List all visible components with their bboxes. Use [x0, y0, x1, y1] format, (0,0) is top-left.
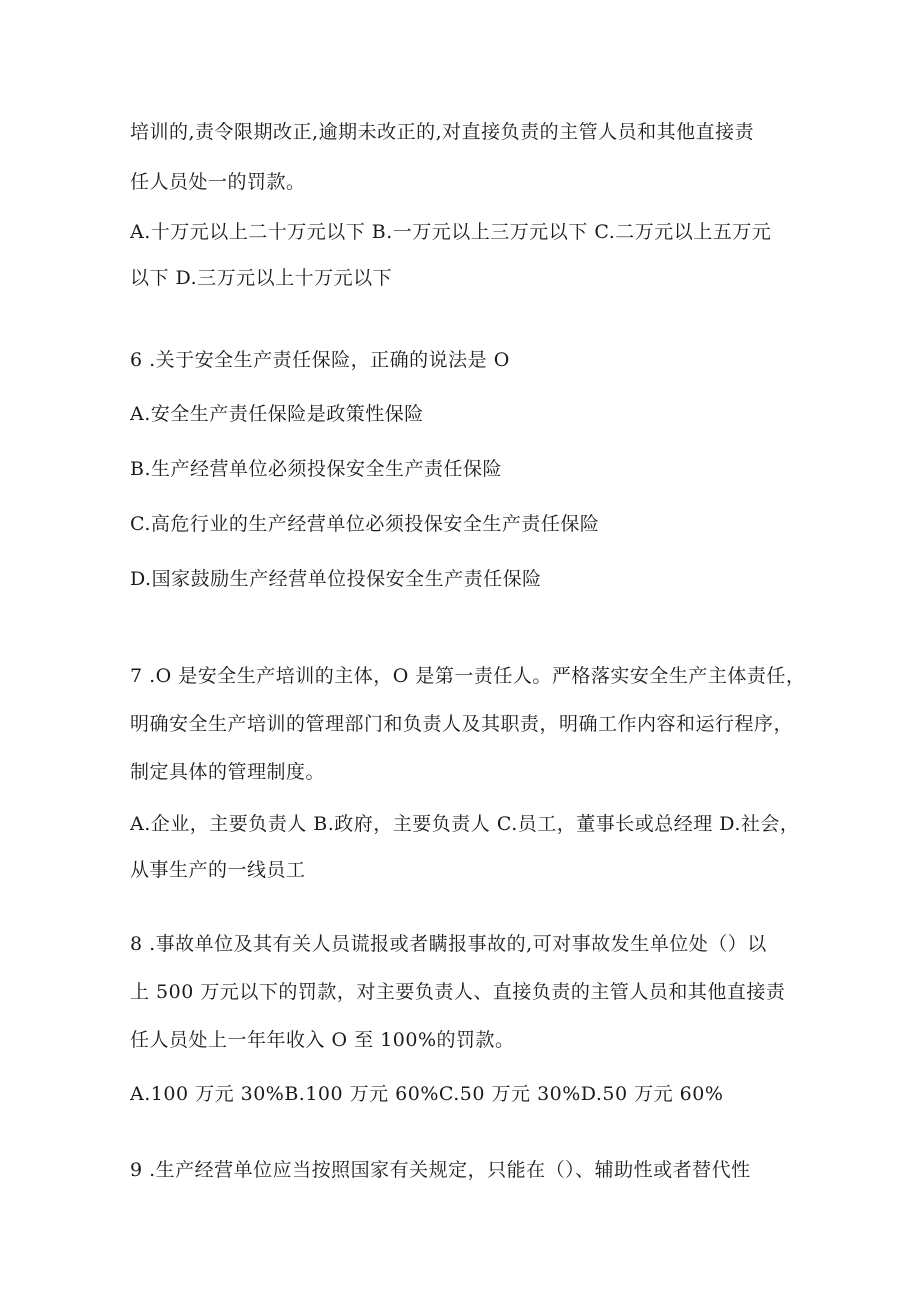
question-line: 9 .生产经营单位应当按照国家有关规定，只能在（）、辅助性或者替代性	[130, 1159, 751, 1181]
option-line: A.企业，主要负责人 B.政府，主要负责人 C.员工，董事长或总经理 D.社会，	[130, 813, 800, 835]
text-line: 以下 D.三万元以上十万元以下	[130, 267, 393, 289]
text-line: 任人员处一的罚款。	[130, 171, 306, 193]
option-line: D.国家鼓励生产经营单位投保安全生产责任保险	[130, 568, 542, 590]
text-line: 培训的,责令限期改正,逾期未改正的,对直接负责的主管人员和其他直接责	[130, 121, 755, 143]
text-line: A.十万元以上二十万元以下 B.一万元以上三万元以下 C.二万元以上五万元	[130, 221, 772, 243]
option-line: C.高危行业的生产经营单位必须投保安全生产责任保险	[130, 513, 600, 535]
option-line: B.生产经营单位必须投保安全生产责任保险	[130, 458, 503, 480]
question-line: 7 .O 是安全生产培训的主体，O 是第一责任人。严格落实安全生产主体责任，	[130, 665, 806, 687]
text-line: 任人员处上一年年收入 O 至 100%的罚款。	[130, 1029, 515, 1051]
option-line: A.100 万元 30%B.100 万元 60%C.50 万元 30%D.50 万元 60%	[130, 1083, 724, 1105]
option-line: 从事生产的一线员工	[130, 859, 306, 881]
question-line: 8 .事故单位及其有关人员谎报或者瞒报事故的,可对事故发生单位处（）以	[130, 933, 767, 955]
text-line: 明确安全生产培训的管理部门和负责人及其职责，明确工作内容和运行程序，	[130, 713, 794, 735]
text-line: 上 500 万元以下的罚款，对主要负责人、直接负责的主管人员和其他直接责	[130, 981, 786, 1003]
option-line: A.安全生产责任保险是政策性保险	[130, 403, 424, 425]
text-line: 制定具体的管理制度。	[130, 761, 326, 783]
question-line: 6 .关于安全生产责任保险，正确的说法是 O	[130, 349, 510, 371]
